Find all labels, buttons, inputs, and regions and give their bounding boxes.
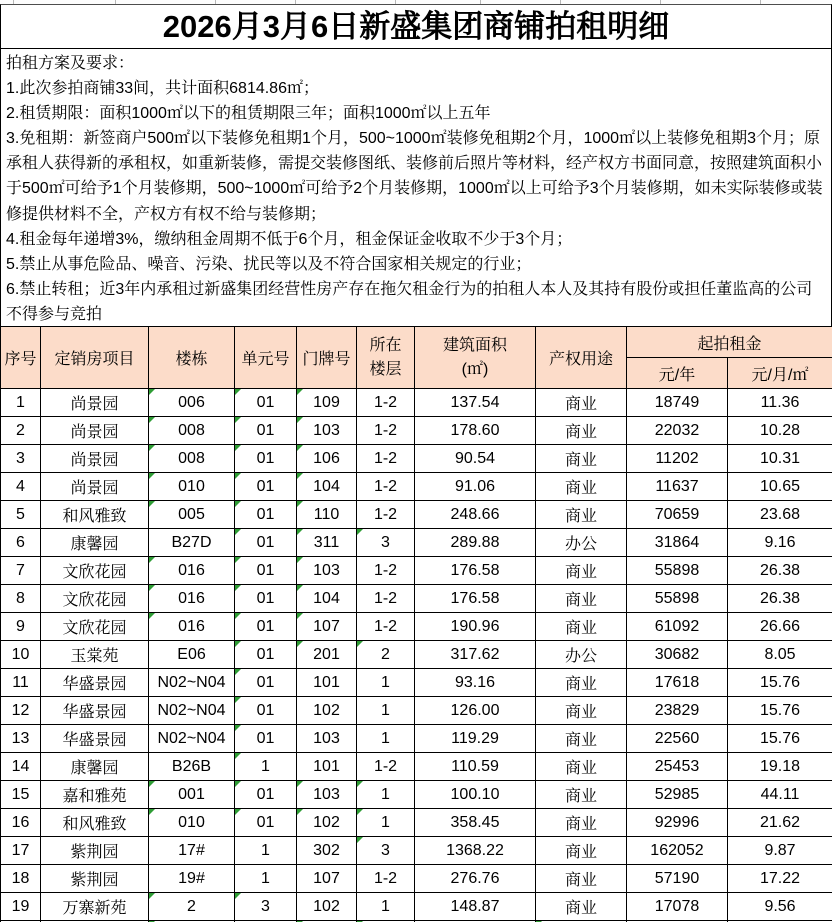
cell-floor[interactable]: 1-2 [357,389,415,417]
requirement-item: 5.禁止从事危险品、噪音、污染、扰民等以及不符合国家相关规定的行业； [6,255,532,273]
cell-rent_year[interactable]: 22560 [627,725,728,753]
cell-usage[interactable]: 商业 [536,753,627,781]
cell-door[interactable]: 103 [297,725,357,753]
cell-project[interactable]: 华盛景园 [41,725,149,753]
error-indicator-triangle [297,445,303,451]
error-indicator-triangle [235,557,241,563]
cell-floor[interactable]: 1 [357,781,415,809]
col-header-rent-per-month-sqm[interactable]: 元/月/㎡ [728,358,832,389]
cell-rent_year[interactable]: 30682 [627,641,728,669]
cell-area[interactable]: 110.59 [415,753,536,781]
col-header-floor-line1: 所在 [369,336,402,354]
cell-unit[interactable]: 01 [235,529,297,557]
cell-seq[interactable]: 18 [1,865,41,893]
gridline-tick [115,0,116,4]
cell-usage[interactable]: 办公 [536,529,627,557]
cell-building[interactable]: 010 [149,473,235,501]
cell-rent_month[interactable]: 15.76 [728,697,832,725]
cell-seq[interactable]: 3 [1,445,41,473]
error-indicator-triangle [235,697,241,703]
table-row [1,417,832,445]
error-indicator-triangle [297,585,303,591]
cell-building[interactable]: 2 [149,893,235,921]
cell-seq[interactable]: 17 [1,837,41,865]
cell-usage[interactable]: 商业 [536,613,627,641]
cell-area[interactable]: 289.88 [415,529,536,557]
cell-rent_year[interactable]: 17618 [627,669,728,697]
cell-seq[interactable]: 7 [1,557,41,585]
cell-seq[interactable]: 9 [1,613,41,641]
col-header-unit[interactable]: 单元号 [235,327,297,389]
cell-rent_month[interactable]: 9.56 [728,893,832,921]
error-indicator-triangle [297,641,303,647]
cell-door[interactable]: 101 [297,669,357,697]
cell-building[interactable]: B26B [149,753,235,781]
table-row [1,669,832,697]
table-row [1,893,832,921]
cell-area[interactable]: 100.10 [415,781,536,809]
top-gridline-strip [0,0,832,4]
cell-floor[interactable]: 1 [357,669,415,697]
cell-project[interactable]: 紫荆园 [41,865,149,893]
cell-usage[interactable]: 商业 [536,697,627,725]
table-row [1,641,832,669]
gridline-tick [760,0,761,4]
cell-area[interactable]: 148.87 [415,893,536,921]
cell-building[interactable]: 17# [149,837,235,865]
cell-area[interactable]: 178.60 [415,417,536,445]
cell-floor[interactable]: 1 [357,893,415,921]
cell-building[interactable]: 016 [149,557,235,585]
cell-building[interactable]: N02~N04 [149,697,235,725]
error-indicator-triangle [235,473,241,479]
cell-unit[interactable]: 3 [235,893,297,921]
cell-rent_month[interactable]: 19.18 [728,753,832,781]
cell-usage[interactable]: 商业 [536,837,627,865]
gridline-tick [215,0,216,4]
cell-rent_year[interactable]: 55898 [627,585,728,613]
cell-building[interactable]: E06 [149,641,235,669]
cell-unit[interactable]: 01 [235,501,297,529]
error-indicator-triangle [235,669,241,675]
cell-unit[interactable]: 1 [235,837,297,865]
error-indicator-triangle [149,445,155,451]
cell-usage[interactable]: 商业 [536,669,627,697]
cell-rent_month[interactable]: 21.62 [728,809,832,837]
col-header-area-line2: (㎡) [461,360,489,378]
cell-rent_year[interactable]: 70659 [627,501,728,529]
cell-unit[interactable]: 01 [235,585,297,613]
cell-door[interactable]: 102 [297,809,357,837]
cell-area[interactable]: 358.45 [415,809,536,837]
error-indicator-triangle [149,417,155,423]
cell-door[interactable]: 107 [297,865,357,893]
error-indicator-triangle [235,501,241,507]
cell-usage[interactable]: 商业 [536,725,627,753]
cell-area[interactable]: 176.58 [415,585,536,613]
gridline-tick [13,0,14,4]
error-indicator-triangle [235,641,241,647]
cell-area[interactable]: 276.76 [415,865,536,893]
table-row [1,473,832,501]
cell-floor[interactable]: 3 [357,837,415,865]
cell-door[interactable]: 102 [297,697,357,725]
cell-seq[interactable]: 6 [1,529,41,557]
cell-rent_year[interactable]: 55898 [627,557,728,585]
gridline-tick [395,0,396,4]
cell-rent_month[interactable]: 11.36 [728,389,832,417]
cell-seq[interactable]: 5 [1,501,41,529]
cell-floor[interactable]: 1-2 [357,753,415,781]
cell-rent_year[interactable]: 23829 [627,697,728,725]
cell-unit[interactable]: 01 [235,389,297,417]
cell-building[interactable]: 006 [149,389,235,417]
error-indicator-triangle [149,613,155,619]
cell-project[interactable]: 华盛景园 [41,697,149,725]
cell-rent_year[interactable]: 17078 [627,893,728,921]
cell-project[interactable]: 文欣花园 [41,585,149,613]
error-indicator-triangle [235,417,241,423]
col-header-rent-group[interactable]: 起拍租金 [627,327,832,358]
cell-door[interactable]: 104 [297,585,357,613]
error-indicator-triangle [357,809,363,815]
cell-unit[interactable]: 01 [235,473,297,501]
cell-rent_month[interactable]: 10.31 [728,445,832,473]
cell-project[interactable]: 和风雅致 [41,501,149,529]
requirement-item: 3.免租期：新签商户500㎡以下装修免租期1个月，500~1000㎡装修免租期2个月，1000㎡以上装修免租期3个月；原承租人获得新的承租权，如重新装修，需提交装修图纸、装修前后照片等材料，经产权方书面同意，按照建筑面积小于500㎡可给予1个月装修期，500~1000㎡可给予2个月装修期，1000㎡以上可给予3个月装修期，如未实际装修或装修提供材料不全，产权方有权不给与装修期； [6,130,823,223]
error-indicator-triangle [297,473,303,479]
cell-floor[interactable]: 1-2 [357,585,415,613]
cell-project[interactable]: 玉棠苑 [41,641,149,669]
error-indicator-triangle [149,473,155,479]
cell-project[interactable]: 文欣花园 [41,557,149,585]
cell-seq[interactable]: 12 [1,697,41,725]
cell-usage[interactable]: 办公 [536,641,627,669]
cell-seq[interactable]: 4 [1,473,41,501]
cell-rent_year[interactable]: 61092 [627,613,728,641]
cell-area[interactable]: 119.29 [415,725,536,753]
cell-usage[interactable]: 商业 [536,445,627,473]
cell-floor[interactable]: 1-2 [357,473,415,501]
cell-door[interactable]: 106 [297,445,357,473]
cell-seq[interactable]: 16 [1,809,41,837]
cell-rent_year[interactable]: 52985 [627,781,728,809]
gridline-tick [295,0,296,4]
table-row [1,557,832,585]
cell-building[interactable]: 008 [149,445,235,473]
cell-floor[interactable]: 1 [357,725,415,753]
table-row [1,809,832,837]
table-row [1,865,832,893]
cell-seq[interactable]: 8 [1,585,41,613]
cell-area[interactable]: 91.06 [415,473,536,501]
cell-door[interactable]: 201 [297,641,357,669]
cell-area[interactable]: 176.58 [415,557,536,585]
cell-door[interactable]: 101 [297,753,357,781]
gridline-tick [480,0,481,4]
error-indicator-triangle [149,893,155,899]
cell-rent_year[interactable]: 11637 [627,473,728,501]
cell-usage[interactable]: 商业 [536,557,627,585]
cell-door[interactable]: 104 [297,473,357,501]
cell-rent_year[interactable]: 162052 [627,837,728,865]
cell-area[interactable]: 190.96 [415,613,536,641]
gridline-tick [660,0,661,4]
requirements-heading: 拍租方案及要求： [6,55,135,72]
cell-floor[interactable]: 1-2 [357,501,415,529]
table-row [1,389,832,417]
cell-project[interactable]: 华盛景园 [41,669,149,697]
error-indicator-triangle [149,585,155,591]
col-header-rent-per-year[interactable]: 元/年 [627,358,728,389]
cell-seq[interactable]: 19 [1,893,41,921]
cell-rent_month[interactable]: 15.76 [728,669,832,697]
rental-table [0,326,832,922]
cell-unit[interactable]: 01 [235,697,297,725]
table-row [1,725,832,753]
error-indicator-triangle [149,557,155,563]
cell-rent_month[interactable]: 8.05 [728,641,832,669]
cell-seq[interactable]: 13 [1,725,41,753]
error-indicator-triangle [149,501,155,507]
cell-unit[interactable]: 01 [235,725,297,753]
cell-project[interactable]: 尚景园 [41,445,149,473]
cell-rent_year[interactable]: 25453 [627,753,728,781]
error-indicator-triangle [297,417,303,423]
cell-door[interactable]: 110 [297,501,357,529]
cell-rent_month[interactable]: 44.11 [728,781,832,809]
col-header-door[interactable]: 门牌号 [297,327,357,389]
cell-seq[interactable]: 10 [1,641,41,669]
cell-unit[interactable]: 01 [235,809,297,837]
cell-building[interactable]: 016 [149,585,235,613]
error-indicator-triangle [149,809,155,815]
cell-unit[interactable]: 01 [235,613,297,641]
cell-door[interactable]: 103 [297,417,357,445]
cell-door[interactable]: 311 [297,529,357,557]
cell-floor[interactable]: 1-2 [357,557,415,585]
cell-unit[interactable]: 01 [235,417,297,445]
error-indicator-triangle [235,753,241,759]
cell-building[interactable]: 005 [149,501,235,529]
cell-area[interactable]: 317.62 [415,641,536,669]
cell-unit[interactable]: 01 [235,557,297,585]
cell-rent_month[interactable]: 26.66 [728,613,832,641]
cell-rent_year[interactable]: 31864 [627,529,728,557]
error-indicator-triangle [235,445,241,451]
requirement-item: 6.禁止转租；近3年内承租过新盛集团经营性房产存在拖欠租金行为的拍租人本人及其持有股份或担任董监高的公司不得参与竞拍 [6,280,813,323]
col-header-floor[interactable] [357,327,415,389]
error-indicator-triangle [297,613,303,619]
gridline-tick [560,0,561,4]
error-indicator-triangle [235,613,241,619]
cell-floor[interactable]: 3 [357,529,415,557]
cell-unit[interactable]: 1 [235,865,297,893]
table-row [1,529,832,557]
error-indicator-triangle [297,501,303,507]
cell-area[interactable]: 90.54 [415,445,536,473]
cell-area[interactable]: 1368.22 [415,837,536,865]
cell-rent_month[interactable]: 23.68 [728,501,832,529]
cell-floor[interactable]: 1-2 [357,613,415,641]
table-row [1,781,832,809]
cell-building[interactable]: N02~N04 [149,669,235,697]
error-indicator-triangle [297,809,303,815]
table-row [1,445,832,473]
requirement-item: 4.租金每年递增3%，缴纳租金周期不低于6个月，租金保证金收取不少于3个月； [6,230,573,248]
error-indicator-triangle [297,389,303,395]
cell-usage[interactable]: 商业 [536,473,627,501]
cell-rent_month[interactable]: 10.65 [728,473,832,501]
table-row [1,697,832,725]
cell-door[interactable]: 102 [297,893,357,921]
cell-floor[interactable]: 2 [357,641,415,669]
error-indicator-triangle [357,529,363,535]
cell-rent_month[interactable]: 26.38 [728,557,832,585]
requirement-item: 2.租赁期限：面积1000㎡以下的租赁期限三年；面积1000㎡以上五年 [6,105,491,123]
cell-project[interactable]: 康馨园 [41,753,149,781]
col-header-project[interactable]: 定销房项目 [41,327,149,389]
cell-rent_month[interactable]: 26.38 [728,585,832,613]
cell-seq[interactable]: 2 [1,417,41,445]
cell-area[interactable]: 137.54 [415,389,536,417]
cell-unit[interactable]: 01 [235,669,297,697]
col-header-floor-line2: 楼层 [369,360,402,378]
cell-rent_year[interactable]: 22032 [627,417,728,445]
table-row [1,585,832,613]
cell-project[interactable]: 和风雅致 [41,809,149,837]
cell-unit[interactable]: 01 [235,641,297,669]
cell-rent_month[interactable]: 9.87 [728,837,832,865]
cell-usage[interactable]: 商业 [536,781,627,809]
col-header-usage[interactable]: 产权用途 [536,327,627,389]
cell-floor[interactable]: 1 [357,697,415,725]
cell-floor[interactable]: 1 [357,809,415,837]
cell-building[interactable]: 19# [149,865,235,893]
cell-project[interactable]: 紫荆园 [41,837,149,865]
error-indicator-triangle [235,781,241,787]
table-row [1,613,832,641]
col-header-building[interactable]: 楼栋 [149,327,235,389]
cell-project[interactable]: 尚景园 [41,389,149,417]
table-row [1,501,832,529]
cell-rent_year[interactable]: 57190 [627,865,728,893]
cell-usage[interactable]: 商业 [536,809,627,837]
cell-rent_month[interactable]: 10.28 [728,417,832,445]
cell-project[interactable]: 嘉和雅苑 [41,781,149,809]
error-indicator-triangle [235,529,241,535]
cell-area[interactable]: 126.00 [415,697,536,725]
col-header-area-line1: 建筑面积 [442,336,507,354]
cell-door[interactable]: 302 [297,837,357,865]
cell-usage[interactable]: 商业 [536,865,627,893]
col-header-area[interactable] [415,327,536,389]
sheet-title: 2026月3月6日新盛集团商铺拍租明细 [0,4,832,49]
cell-building[interactable]: 008 [149,417,235,445]
cell-project[interactable]: 康馨园 [41,529,149,557]
error-indicator-triangle [357,641,363,647]
cell-rent_month[interactable]: 17.22 [728,865,832,893]
error-indicator-triangle [235,809,241,815]
cell-building[interactable]: 016 [149,613,235,641]
error-indicator-triangle [235,585,241,591]
cell-seq[interactable]: 11 [1,669,41,697]
error-indicator-triangle [149,781,155,787]
cell-seq[interactable]: 14 [1,753,41,781]
cell-door[interactable]: 109 [297,389,357,417]
cell-area[interactable]: 93.16 [415,669,536,697]
cell-door[interactable]: 107 [297,613,357,641]
cell-floor[interactable]: 1-2 [357,445,415,473]
table-row [1,753,832,781]
cell-rent_year[interactable]: 11202 [627,445,728,473]
cell-rent_month[interactable]: 15.76 [728,725,832,753]
error-indicator-triangle [357,781,363,787]
cell-project[interactable]: 尚景园 [41,473,149,501]
cell-usage[interactable]: 商业 [536,585,627,613]
cell-floor[interactable]: 1-2 [357,417,415,445]
cell-unit[interactable]: 01 [235,445,297,473]
error-indicator-triangle [235,893,241,899]
cell-seq[interactable]: 15 [1,781,41,809]
cell-rent_year[interactable]: 18749 [627,389,728,417]
error-indicator-triangle [297,781,303,787]
cell-usage[interactable]: 商业 [536,501,627,529]
cell-usage[interactable]: 商业 [536,893,627,921]
cell-floor[interactable]: 1-2 [357,865,415,893]
cell-project[interactable]: 尚景园 [41,417,149,445]
cell-usage[interactable]: 商业 [536,389,627,417]
cell-project[interactable]: 文欣花园 [41,613,149,641]
cell-rent_year[interactable]: 92996 [627,809,728,837]
auction-requirements-block [0,49,832,326]
error-indicator-triangle [235,725,241,731]
error-indicator-triangle [357,837,363,843]
table-row [1,837,832,865]
cell-door[interactable]: 103 [297,781,357,809]
error-indicator-triangle [297,529,303,535]
cell-building[interactable]: 001 [149,781,235,809]
cell-area[interactable]: 248.66 [415,501,536,529]
error-indicator-triangle [149,389,155,395]
error-indicator-triangle [297,557,303,563]
cell-rent_month[interactable]: 9.16 [728,529,832,557]
cell-door[interactable]: 103 [297,557,357,585]
requirement-item: 1.此次参拍商铺33间，共计面积6814.86㎡； [6,80,319,98]
cell-building[interactable]: B27D [149,529,235,557]
error-indicator-triangle [235,389,241,395]
table-body [1,389,832,922]
cell-seq[interactable]: 1 [1,389,41,417]
cell-usage[interactable]: 商业 [536,417,627,445]
cell-unit[interactable]: 01 [235,781,297,809]
cell-building[interactable]: 010 [149,809,235,837]
col-header-seq[interactable]: 序号 [1,327,41,389]
cell-building[interactable]: N02~N04 [149,725,235,753]
cell-project[interactable]: 万寨新苑 [41,893,149,921]
cell-unit[interactable]: 1 [235,753,297,781]
